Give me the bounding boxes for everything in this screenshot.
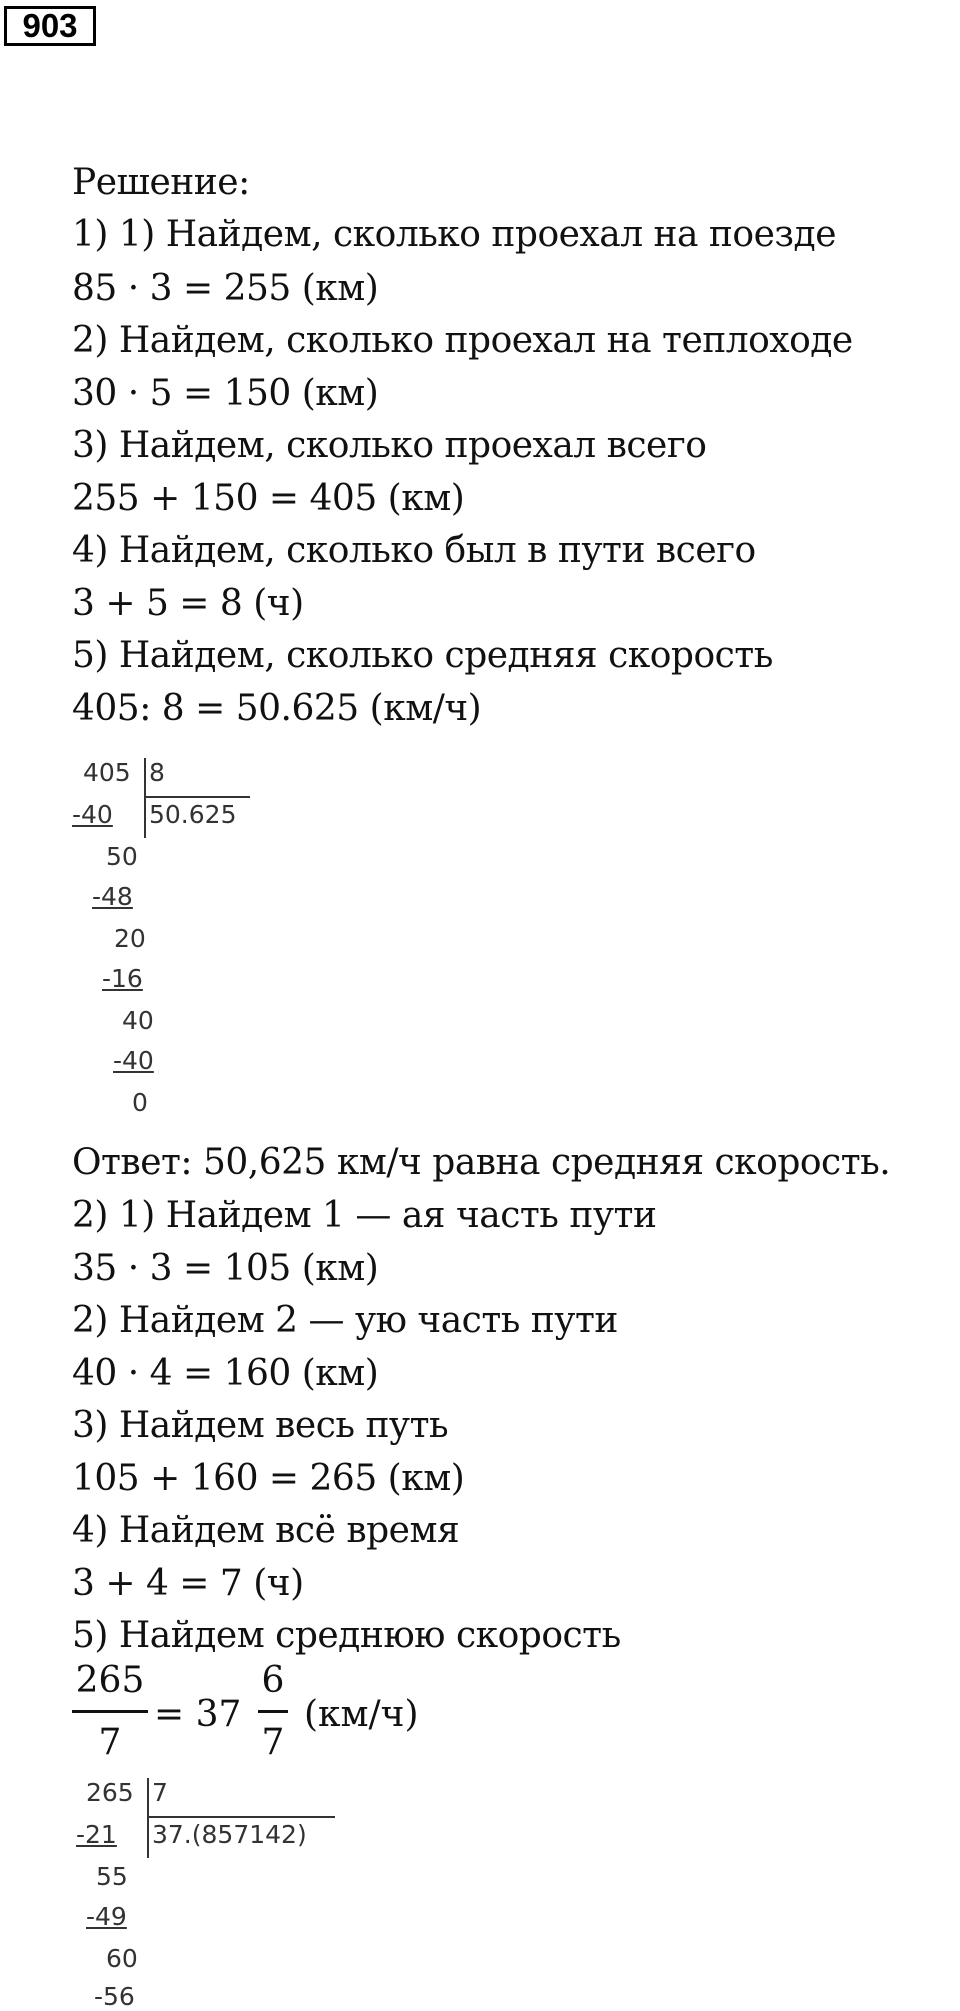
division-step: -56 <box>94 1982 135 2011</box>
division-step: 50 <box>106 842 138 871</box>
step-text: 3) Найдем весь путь <box>72 1405 449 1446</box>
solution-heading: Решение: <box>72 162 250 203</box>
division-line <box>147 1816 335 1818</box>
step-text: 1) 1) Найдем, сколько проехал на поезде <box>72 214 836 255</box>
division-step: -49 <box>86 1902 127 1931</box>
fraction-bar <box>72 1710 148 1713</box>
step-calc: 40 · 4 = 160 (км) <box>72 1353 379 1394</box>
division-step: 60 <box>106 1944 138 1973</box>
mixed-denominator: 7 <box>261 1722 285 1763</box>
division-bar <box>144 758 146 838</box>
fraction-numerator: 265 <box>75 1660 145 1701</box>
division-divisor: 8 <box>149 758 165 787</box>
step-text: 2) Найдем 2 — ую часть пути <box>72 1300 618 1341</box>
division-step: -40 <box>113 1046 154 1075</box>
division-step: -48 <box>92 882 133 911</box>
division-quotient: 37.(857142) <box>152 1820 307 1849</box>
problem-number: 903 <box>4 6 96 46</box>
fraction-equals: = 37 <box>154 1694 242 1735</box>
step-text: 2) Найдем, сколько проехал на теплоходе <box>72 320 853 361</box>
step-text: 3) Найдем, сколько проехал всего <box>72 425 707 466</box>
step-text: 5) Найдем среднюю скорость <box>72 1615 621 1656</box>
fraction-unit: (км/ч) <box>304 1694 419 1735</box>
step-calc: 3 + 5 = 8 (ч) <box>72 583 304 624</box>
division-step: 0 <box>132 1088 148 1117</box>
step-calc: 255 + 150 = 405 (км) <box>72 478 465 519</box>
division-line <box>144 796 250 798</box>
division-step: 40 <box>122 1006 154 1035</box>
mixed-fraction-bar <box>258 1710 288 1713</box>
division-dividend: 265 <box>86 1778 134 1807</box>
division-step: -21 <box>76 1820 117 1849</box>
division-quotient: 50.625 <box>149 800 237 829</box>
division-bar <box>147 1778 149 1858</box>
step-text: 2) 1) Найдем 1 — ая часть пути <box>72 1195 657 1236</box>
division-divisor: 7 <box>152 1778 168 1807</box>
step-calc: 30 · 5 = 150 (км) <box>72 373 379 414</box>
step-calc: 35 · 3 = 105 (км) <box>72 1248 379 1289</box>
step-text: 4) Найдем, сколько был в пути всего <box>72 530 756 571</box>
answer-line: Ответ: 50,625 км/ч равна средняя скорость. <box>72 1142 891 1183</box>
step-text: 5) Найдем, сколько средняя скорость <box>72 635 773 676</box>
step-calc: 3 + 4 = 7 (ч) <box>72 1563 304 1604</box>
division-step: -40 <box>72 800 113 829</box>
step-calc: 105 + 160 = 265 (км) <box>72 1458 465 1499</box>
division-step: 55 <box>96 1862 128 1891</box>
step-text: 4) Найдем всё время <box>72 1510 460 1551</box>
step-calc: 405: 8 = 50.625 (км/ч) <box>72 688 482 729</box>
fraction-denominator: 7 <box>98 1722 122 1763</box>
division-dividend: 405 <box>83 758 131 787</box>
mixed-numerator: 6 <box>261 1660 285 1701</box>
division-step: -16 <box>102 964 143 993</box>
step-calc: 85 · 3 = 255 (км) <box>72 268 379 309</box>
division-step: 20 <box>114 924 146 953</box>
